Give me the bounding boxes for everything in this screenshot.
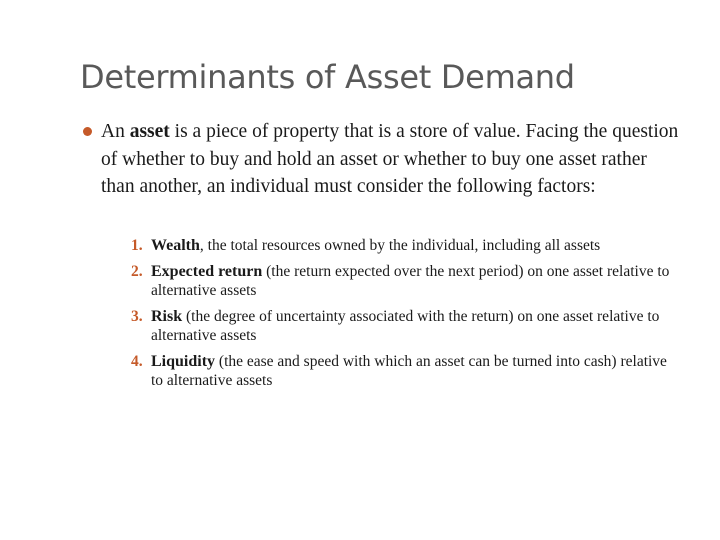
factor-number: 1. <box>131 237 143 254</box>
factor-description: (the ease and speed with which an asset can be turned into cash) relative to alternative assets <box>151 353 667 389</box>
factor-list <box>131 236 676 397</box>
bullet-dot-icon <box>83 127 92 136</box>
factor-number: 3. <box>131 308 143 325</box>
main-bullet <box>80 118 680 201</box>
factor-item-liquidity <box>131 352 676 390</box>
main-bullet-rest: is a piece of property that is a store of value. Facing the question of whether to buy and hold an asset or whether to buy one asset rather than another, an individual must consider the following factors: <box>101 121 679 197</box>
slide-title: Determinants of Asset Demand <box>80 58 575 96</box>
factor-number: 4. <box>131 353 143 370</box>
factor-item-expected-return <box>131 262 676 300</box>
factor-term: Risk <box>151 308 183 325</box>
factor-term: Liquidity <box>151 353 216 370</box>
main-bullet-lead: An <box>101 121 130 142</box>
factor-number: 2. <box>131 263 143 280</box>
factor-description: , the total resources owned by the individual, including all assets <box>199 237 601 254</box>
factor-item-risk <box>131 307 676 345</box>
factor-description: (the return expected over the next period) on one asset relative to alternative assets <box>151 263 670 299</box>
factor-description: (the degree of uncertainty associated with the return) on one asset relative to alternative assets <box>151 308 660 344</box>
factor-term: Expected return <box>151 263 263 280</box>
factor-item-wealth <box>131 236 676 255</box>
main-bullet-term: asset <box>129 121 170 142</box>
factor-term: Wealth <box>151 237 200 254</box>
main-bullet-text <box>101 118 680 201</box>
